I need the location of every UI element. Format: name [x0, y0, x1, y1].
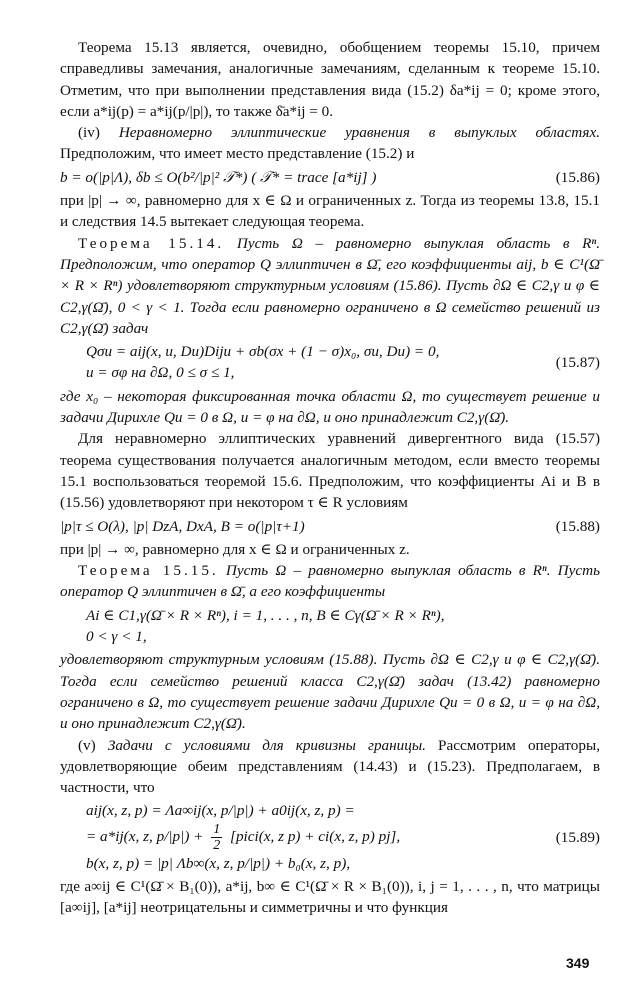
equation-15-88-body: |p|τ ≤ O(λ), |p| DzA, DxA, B = o(|p|τ+1)	[60, 517, 305, 535]
equation-15-89-line-1: aij(x, z, p) = Λa∞ij(x, p/|p|) + a0ij(x, z, p) =	[86, 802, 355, 820]
paragraph-final: где a∞ij ∈ C¹(Ω̄ × B₁(0)), a*ij, b∞ ∈ C¹(Ω̄ × R × B₁(0)), i, j = 1, . . . , n, что матрицы [a∞ij], [a*ij] неотрицательны и симметричны и что функция	[60, 877, 600, 917]
equation-15-87-number: (15.87)	[555, 353, 600, 371]
equation-15-89-number: (15.89)	[555, 828, 600, 846]
equation-15-89-fraction	[211, 822, 222, 853]
equation-15-89-line-2-right: [pici(x, z p) + ci(x, z, p) pj],	[230, 827, 401, 845]
equation-15-87-lines	[60, 341, 439, 384]
theorem-15-14-conclusion: где x₀ – некоторая фиксированная точка области Ω, то существует решение и задачи Дирихле Qu = 0 в Ω, u = φ на ∂Ω, и оно принадлежит C2,γ(Ω̄).	[60, 387, 600, 427]
theorem-15-15	[60, 560, 600, 603]
paragraph-after-15-88: при |p| → ∞, равномерно для x ∈ Ω и ограниченных z.	[60, 540, 410, 558]
page-number: 349	[566, 955, 590, 971]
equation-15-89-line-2	[86, 822, 400, 853]
theorem-15-15-conclusion: удовлетворяют структурным условиям (15.88). Пусть ∂Ω ∈ C2,γ и φ ∈ C2,γ(Ω̄). Тогда если семейство решений класса C2,γ(Ω̄) задач (13.42) равномерно ограничено в Ω, то существует решение задачи Дирихле Qu = 0 в Ω, u = φ на ∂Ω, и оно принадлежит C2,γ(Ω̄).	[60, 651, 600, 733]
theorem-15-14	[60, 233, 600, 339]
fraction-numerator: 1	[213, 821, 221, 837]
section-iv-label: (iv)	[78, 124, 100, 142]
equation-15-89	[60, 800, 600, 874]
equation-15-86-number: (15.86)	[555, 168, 600, 186]
equation-theorem-15-15	[60, 605, 600, 648]
equation-15-87-line-1: Qσu = aij(x, u, Du)Diju + σb(σx + (1 − σ)x₀, σu, Du) = 0,	[86, 343, 440, 361]
section-v-title: Задачи с условиями для кривизны границы.	[107, 736, 426, 754]
equation-15-87	[60, 341, 600, 384]
paragraph-after-15-86: при |p| → ∞, равномерно для x ∈ Ω и ограниченных z. Тогда из теоремы 13.8, 15.1 и следствия 14.5 вытекает следующая теорема.	[60, 192, 600, 231]
page-content	[60, 37, 600, 919]
equation-15-89-line-3: b(x, z, p) = |p| Λb∞(x, z, p/|p|) + b₀(x, z, p),	[86, 854, 351, 872]
theorem-15-14-heading: Теорема 15.14.	[78, 234, 225, 252]
equation-theorem-15-15-line-1: Ai ∈ C1,γ(Ω̄ × R × Rⁿ), i = 1, . . . , n, B ∈ Cγ(Ω̄ × R × Rⁿ),	[86, 606, 445, 624]
section-v-text: Рассмотрим операторы, удовлетворяющие обеим представлениям (14.43) и (15.23). Предполагаем, в частности, что	[60, 736, 600, 797]
equation-15-86	[60, 167, 600, 188]
section-iv-text: Предположим, что имеет место представление (15.2) и	[60, 145, 415, 163]
paragraph-section-iv	[60, 122, 600, 165]
equation-15-88-number: (15.88)	[555, 517, 600, 535]
theorem-15-14-statement: Пусть Ω – равномерно выпуклая область в Rⁿ. Предположим, что оператор Q эллиптичен в Ω̄, его коэффициенты aij, b ∈ C¹(Ω̄ × R × Rⁿ) удовлетворяют структурным условиям (15.86). Пусть ∂Ω ∈ C2,γ и φ ∈ C2,γ(Ω̄), 0 < γ < 1. Тогда если равномерно ограничено в Ω семейство решений из C2,γ(Ω̄) задач	[60, 234, 600, 337]
fraction-denominator: 2	[213, 837, 221, 853]
paragraph-divergence-form: Для неравномерно эллиптических уравнений дивергентного вида (15.57) теорема существования получается аналогичным методом, если вместо теоремы 15.1 воспользоваться теоремой 15.6. Предположим, что коэффициенты Ai и B в (15.56) удовлетворяют при некотором τ ∈ R условиям	[60, 430, 600, 512]
equation-15-86-body: b = o(|p|Λ), δb ≤ O(b²/|p|² 𝒯*) ( 𝒯* = trace [a*ij] )	[60, 168, 377, 186]
paragraph-theorem-15-13-remark: Теорема 15.13 является, очевидно, обобщением теоремы 15.10, причем справедливы замечания, аналогичные замечаниям, сделанным к теореме 15.10. Отметим, что при выполнении представления вида (15.2) δa*ij = 0; кроме этого, если a*ij(p) = a*ij(p/|p|), то также δ̄a*ij = 0.	[60, 39, 600, 120]
equation-15-88	[60, 516, 600, 537]
theorem-15-15-heading: Теорема 15.15.	[78, 562, 219, 580]
equation-theorem-15-15-line-2: 0 < γ < 1,	[86, 628, 147, 646]
paragraph-section-v	[60, 735, 600, 799]
section-v-label: (v)	[78, 736, 96, 754]
equation-theorem-15-15-lines	[60, 605, 445, 648]
equation-15-89-line-2-left: = a*ij(x, z, p/|p|) +	[86, 827, 204, 845]
equation-15-89-lines	[60, 800, 400, 874]
section-iv-title: Неравномерно эллиптические уравнения в выпуклых областях.	[118, 124, 601, 142]
equation-15-87-line-2: u = σφ на ∂Ω, 0 ≤ σ ≤ 1,	[86, 364, 235, 382]
theorem-15-15-statement: Пусть Ω – равномерно выпуклая область в Rⁿ. Пусть оператор Q эллиптичен в Ω̄, а его коэффициенты	[60, 562, 600, 601]
